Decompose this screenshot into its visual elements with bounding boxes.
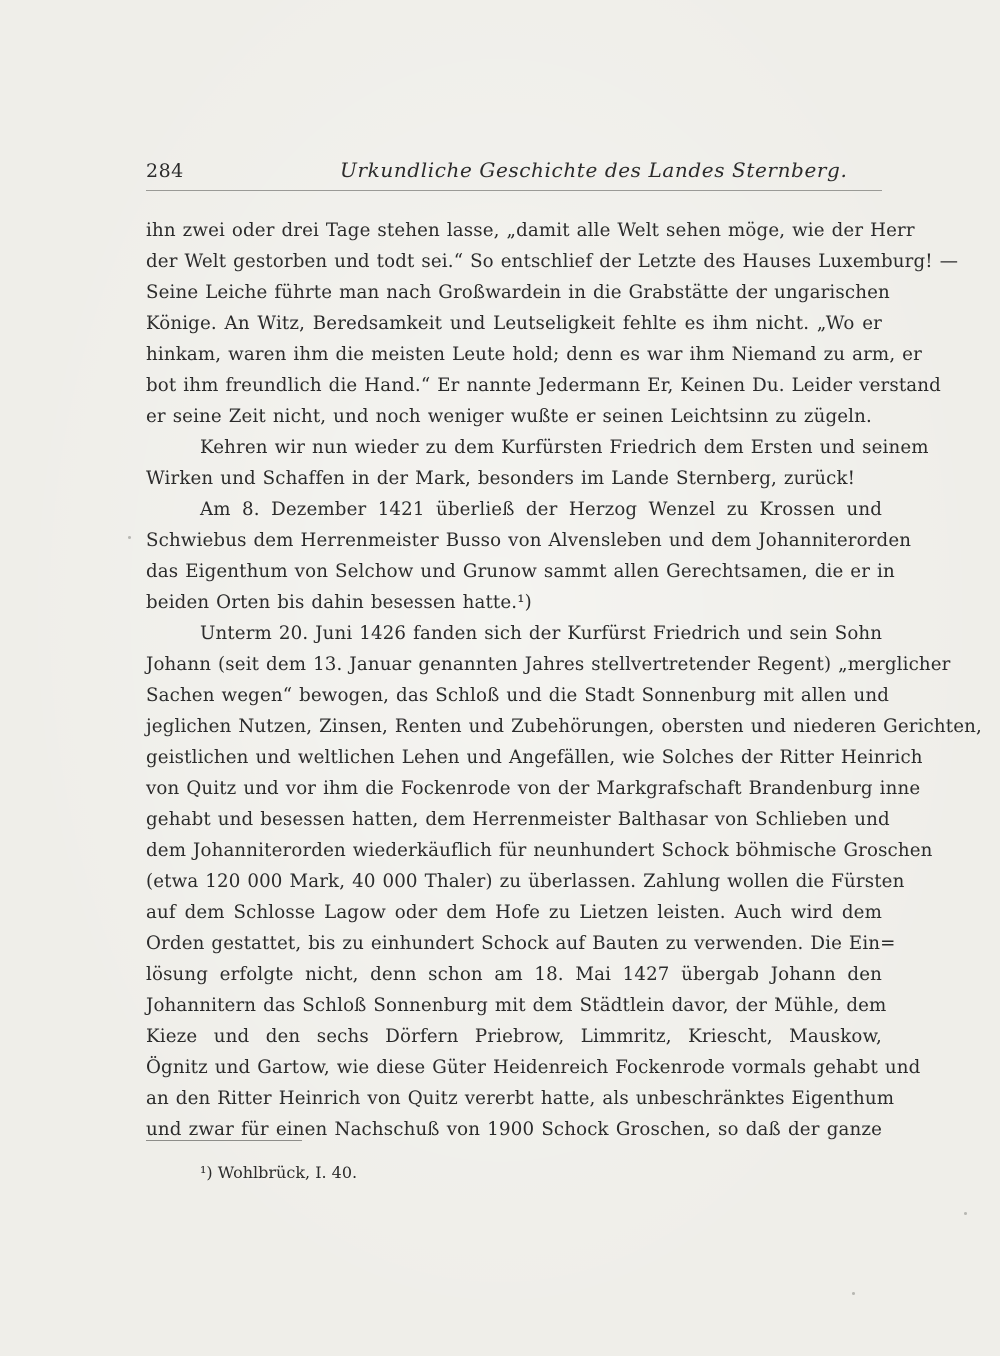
text-line: hinkam, waren ihm die meisten Leute hold; denn es war ihm Niemand zu arm, er [146, 344, 922, 365]
text-line: Seine Leiche führte man nach Großwardein in die Grabstätte der ungarischen [146, 282, 890, 303]
text-line: Sachen wegen“ bewogen, das Schloß und die Stadt Sonnenburg mit allen und [146, 685, 889, 706]
text-line: das Eigenthum von Selchow und Grunow sammt allen Gerechtsamen, die er in [146, 561, 895, 582]
text-line: Kehren wir nun wieder zu dem Kurfürsten Friedrich dem Ersten und seinem [200, 437, 929, 458]
text-line: der Welt gestorben und todt sei.“ So entschlief der Letzte des Hauses Luxemburg! — [146, 251, 959, 272]
paper-speck [128, 536, 131, 539]
footnote-marker: ¹) [200, 1163, 213, 1182]
body-text [146, 215, 982, 1145]
text-line: lösung erfolgte nicht, denn schon am 18. Mai 1427 übergab Johann den [146, 964, 882, 985]
text-line: Am 8. Dezember 1421 überließ der Herzog Wenzel zu Krossen und [200, 499, 882, 520]
text-line: jeglichen Nutzen, Zinsen, Renten und Zubehörungen, obersten und niederen Gerichten, [146, 716, 982, 737]
text-line: Johann (seit dem 13. Januar genannten Jahres stellvertretender Regent) „merglicher [146, 654, 951, 675]
text-line: dem Johanniterorden wiederkäuflich für neunhundert Schock böhmische Groschen [146, 840, 933, 861]
text-line: Johannitern das Schloß Sonnenburg mit dem Städtlein davor, der Mühle, dem [146, 995, 887, 1016]
page-header [146, 158, 880, 188]
text-line: Ögnitz und Gartow, wie diese Güter Heidenreich Fockenrode vormals gehabt und [146, 1057, 921, 1078]
footnote-rule [146, 1140, 302, 1141]
text-line: Schwiebus dem Herrenmeister Busso von Alvensleben und dem Johanniterorden [146, 530, 912, 551]
text-line: ihn zwei oder drei Tage stehen lasse, „damit alle Welt sehen möge, wie der Herr [146, 220, 915, 241]
text-line: von Quitz und vor ihm die Fockenrode von der Markgrafschaft Brandenburg inne [146, 778, 921, 799]
text-line: an den Ritter Heinrich von Quitz vererbt hatte, als unbeschränktes Eigenthum [146, 1088, 895, 1109]
page-number: 284 [146, 160, 184, 182]
paper-speck [852, 1292, 855, 1295]
paper-speck [964, 1212, 967, 1215]
text-line: Unterm 20. Juni 1426 fanden sich der Kurfürst Friedrich und sein Sohn [200, 623, 883, 644]
footnote-text: Wohlbrück, I. 40. [217, 1163, 358, 1182]
running-title: Urkundliche Geschichte des Landes Sternberg. [340, 158, 848, 182]
text-line: er seine Zeit nicht, und noch weniger wußte er seinen Leichtsinn zu zügeln. [146, 406, 872, 427]
text-line: Könige. An Witz, Beredsamkeit und Leutseligkeit fehlte es ihm nicht. „Wo er [146, 313, 882, 334]
footnote [200, 1163, 357, 1182]
text-line: bot ihm freundlich die Hand.“ Er nannte Jedermann Er, Keinen Du. Leider verstand [146, 375, 941, 396]
text-line: und zwar für einen Nachschuß von 1900 Schock Groschen, so daß der ganze [146, 1119, 882, 1140]
text-line: auf dem Schlosse Lagow oder dem Hofe zu Lietzen leisten. Auch wird dem [146, 902, 882, 923]
text-line: geistlichen und weltlichen Lehen und Angefällen, wie Solches der Ritter Heinrich [146, 747, 923, 768]
text-line: Kieze und den sechs Dörfern Priebrow, Limmritz, Kriescht, Mauskow, [146, 1026, 882, 1047]
text-line: Wirken und Schaffen in der Mark, besonders im Lande Sternberg, zurück! [146, 468, 856, 489]
header-rule [146, 190, 882, 191]
text-line: Orden gestattet, bis zu einhundert Schock auf Bauten zu verwenden. Die Ein= [146, 933, 896, 954]
text-line: beiden Orten bis dahin besessen hatte.¹) [146, 592, 532, 613]
text-line: (etwa 120 000 Mark, 40 000 Thaler) zu überlassen. Zahlung wollen die Fürsten [146, 871, 905, 892]
text-line: gehabt und besessen hatten, dem Herrenmeister Balthasar von Schlieben und [146, 809, 890, 830]
